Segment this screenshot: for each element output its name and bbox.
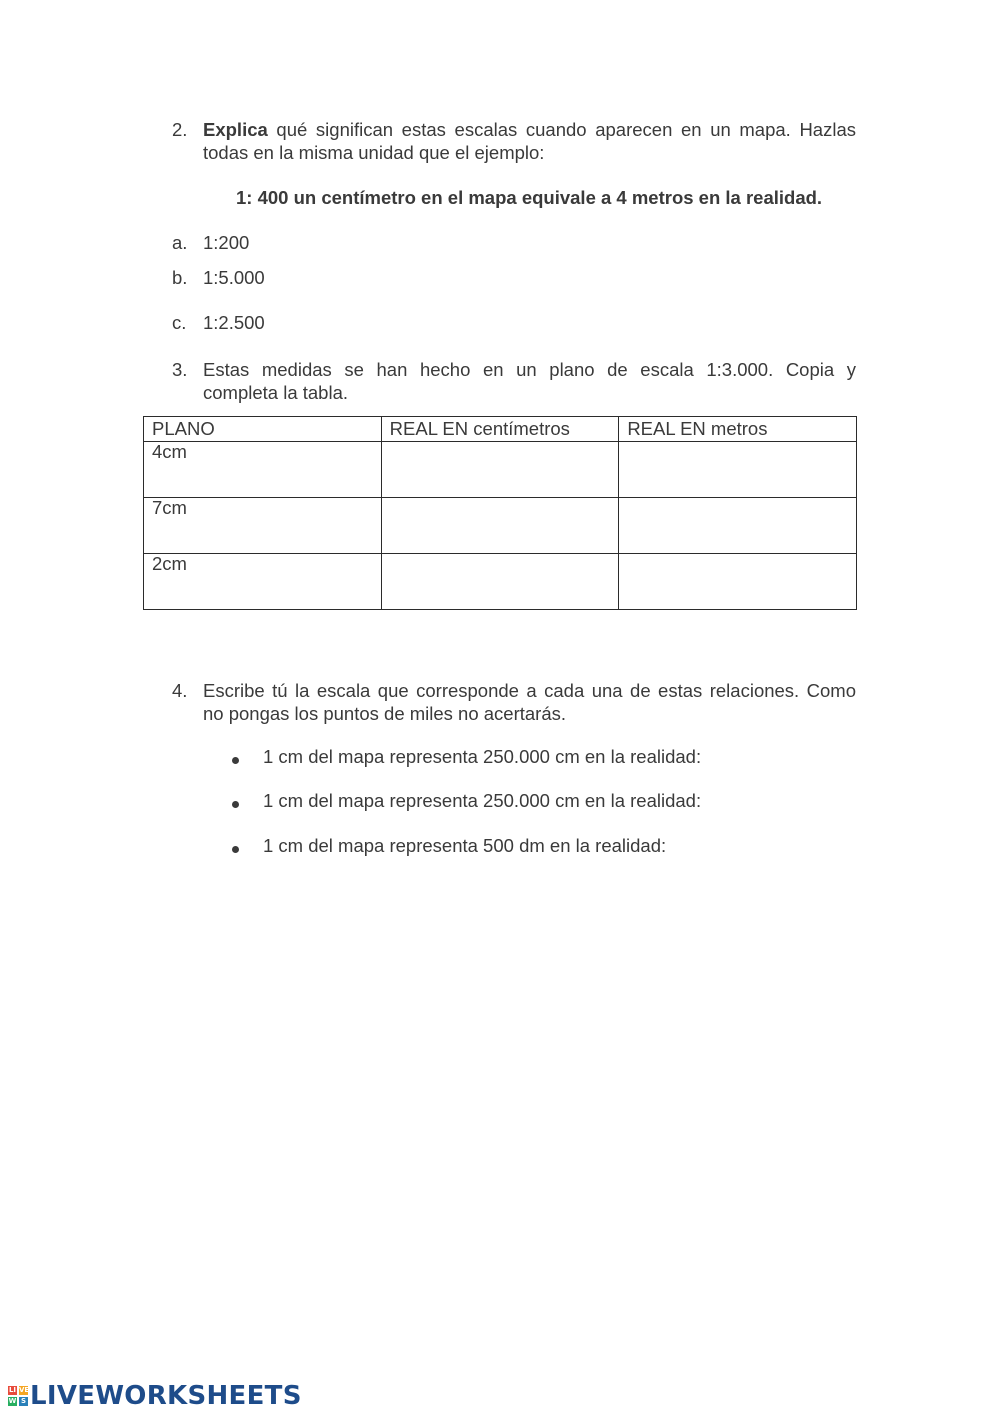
logo-block: S <box>20 1397 27 1405</box>
logo-block: LI <box>8 1386 17 1394</box>
question-text: qué significan estas escalas cuando aparecen en un mapa. Hazlas <box>267 119 856 140</box>
cell-real-cm-input[interactable] <box>381 442 619 498</box>
item-letter: a. <box>172 232 188 253</box>
question-2 <box>172 118 856 164</box>
cell-plano: 7cm <box>144 498 382 554</box>
list-item <box>172 267 265 289</box>
table-header-row <box>144 417 857 442</box>
scale-table <box>143 416 857 610</box>
question-text-continued: completa la tabla. <box>203 382 349 403</box>
logo-block: VE <box>19 1386 30 1394</box>
item-letter: b. <box>172 267 188 288</box>
cell-plano: 4cm <box>144 442 382 498</box>
question-3 <box>172 358 856 404</box>
header-real-m: REAL EN metros <box>619 417 857 442</box>
cell-real-m-input[interactable] <box>619 498 857 554</box>
item-scale: 1:2.500 <box>203 312 265 333</box>
cell-real-cm-input[interactable] <box>381 498 619 554</box>
logo-text: LIVEWORKSHEETS <box>30 1381 302 1411</box>
logo-blocks-icon <box>8 1386 28 1406</box>
item-scale: 1:200 <box>203 232 250 253</box>
bullet-text: 1 cm del mapa representa 250.000 cm en la realidad: <box>263 790 702 811</box>
scale-example: 1: 400 un centímetro en el mapa equivale a 4 metros en la realidad. <box>236 187 823 208</box>
item-letter: c. <box>172 312 187 333</box>
header-plano: PLANO <box>144 417 382 442</box>
bullet-text: 1 cm del mapa representa 500 dm en la realidad: <box>263 835 667 856</box>
question-number: 4. <box>172 680 188 701</box>
question-number: 3. <box>172 359 188 380</box>
list-item <box>172 232 249 254</box>
bullet-text: 1 cm del mapa representa 250.000 cm en la realidad: <box>263 746 702 767</box>
table-row <box>144 442 857 498</box>
table-row <box>144 498 857 554</box>
question-text-continued: todas en la misma unidad que el ejemplo: <box>203 142 545 163</box>
list-item <box>232 790 701 812</box>
item-scale: 1:5.000 <box>203 267 265 288</box>
list-item <box>232 835 666 857</box>
liveworksheets-logo[interactable] <box>8 1381 302 1411</box>
bullet-icon <box>232 846 239 853</box>
logo-block: W <box>8 1397 17 1405</box>
cell-plano: 2cm <box>144 554 382 610</box>
header-real-cm: REAL EN centímetros <box>381 417 619 442</box>
question-number: 2. <box>172 119 188 140</box>
question-text-continued: no pongas los puntos de miles no acertarás. <box>203 703 567 724</box>
list-item <box>172 312 265 334</box>
table-row <box>144 554 857 610</box>
question-text: Estas medidas se han hecho en un plano de escala 1:3.000. Copia y <box>203 359 856 380</box>
cell-real-cm-input[interactable] <box>381 554 619 610</box>
list-item <box>232 746 701 768</box>
cell-real-m-input[interactable] <box>619 554 857 610</box>
bullet-icon <box>232 757 239 764</box>
bold-keyword: Explica <box>203 119 268 140</box>
bullet-icon <box>232 801 239 808</box>
question-text: Escribe tú la escala que corresponde a cada una de estas relaciones. Como <box>203 680 856 701</box>
cell-real-m-input[interactable] <box>619 442 857 498</box>
question-4 <box>172 679 856 725</box>
